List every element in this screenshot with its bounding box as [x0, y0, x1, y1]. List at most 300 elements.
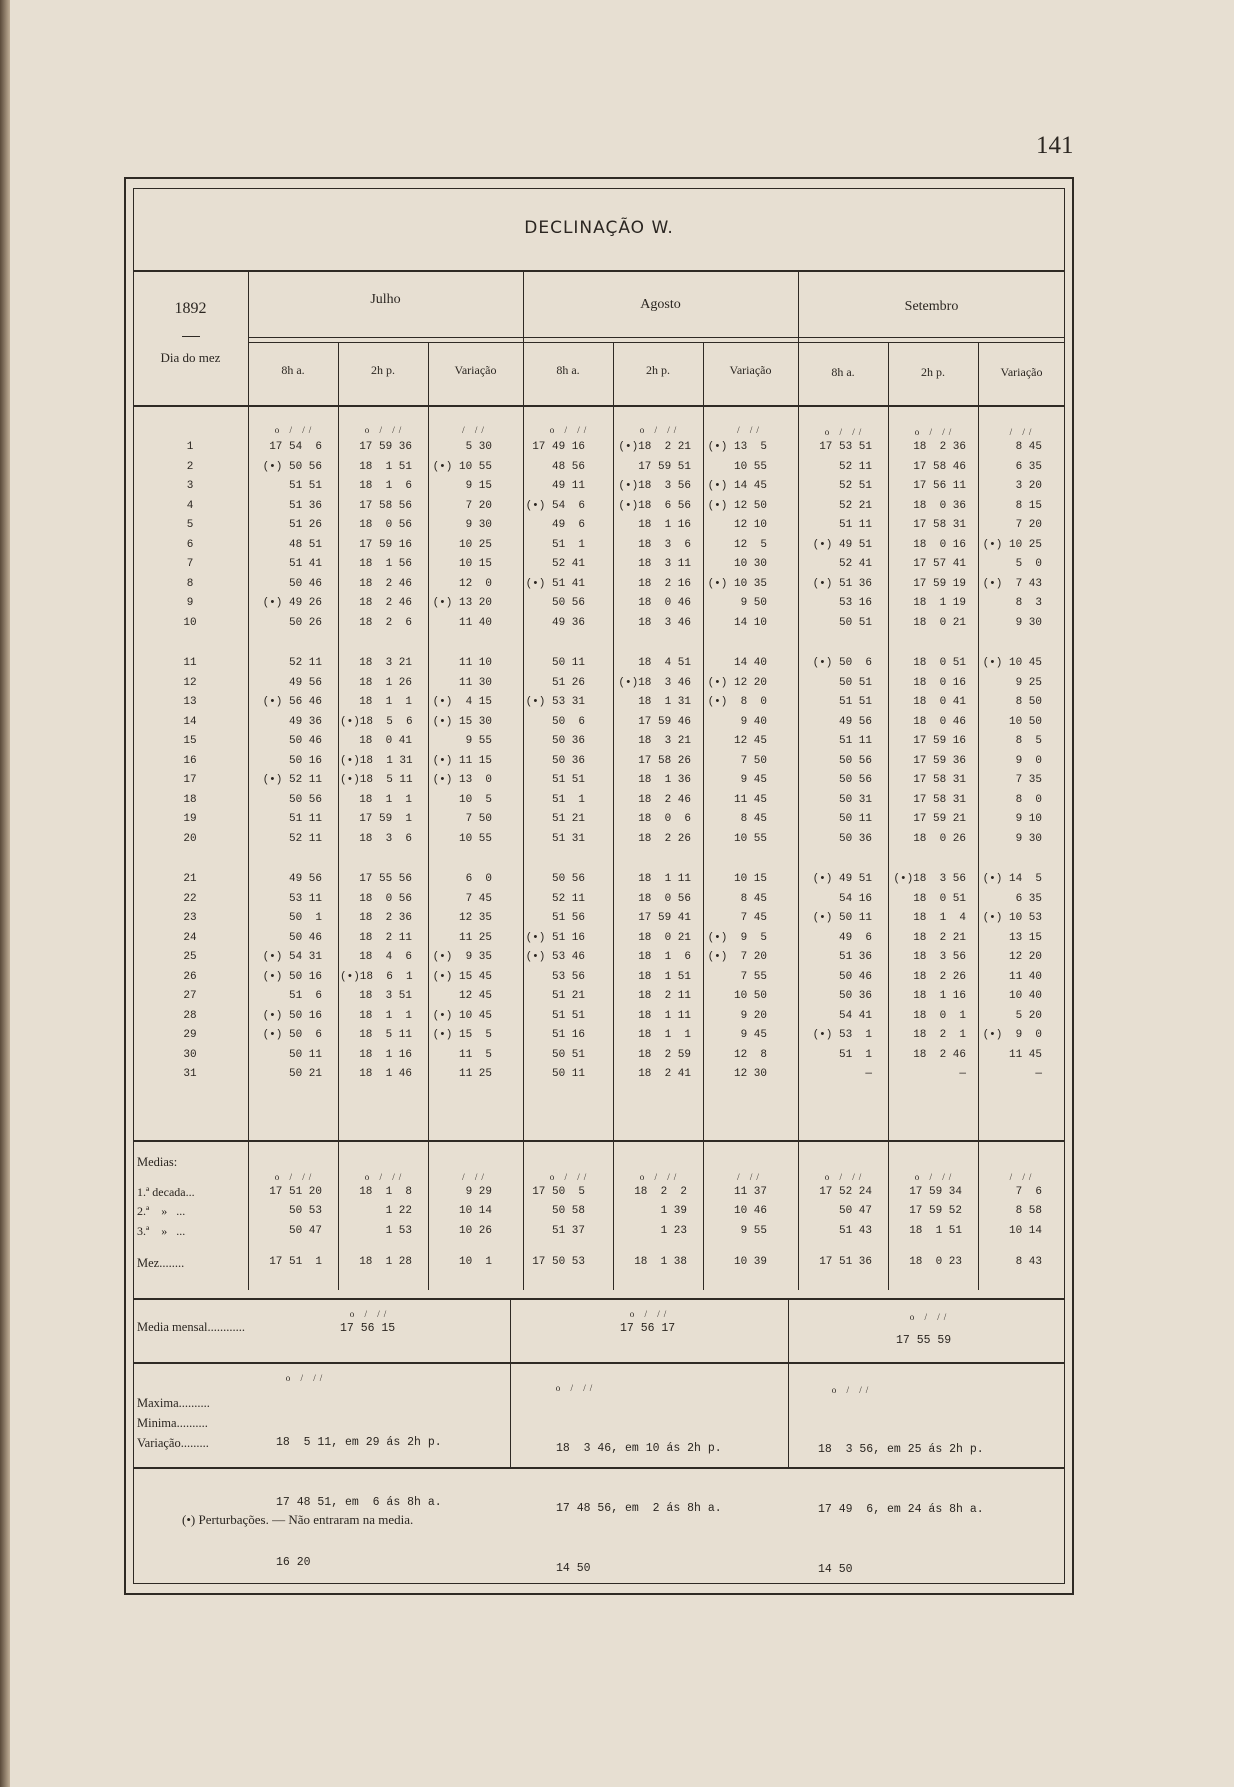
table-cell: 18 1 51 — [638, 970, 691, 983]
table-cell: 5 20 — [1015, 1009, 1042, 1022]
table-cell: 53 11 — [288, 892, 322, 905]
table-cell: 14 — [183, 715, 197, 728]
table-cell: 12 45 — [458, 990, 492, 1002]
table-cell: 12 30 — [733, 1068, 767, 1080]
table-cell: 18 1 1 — [359, 793, 412, 806]
table-cell: 12 20 — [1008, 951, 1042, 963]
table-cell: 18 0 26 — [913, 832, 966, 845]
unit-mark: o / // — [914, 427, 956, 437]
sub-var: Variação — [729, 363, 772, 377]
table-cell: 51 1 — [551, 538, 585, 551]
table-cell: 17 59 36 — [359, 441, 412, 453]
table-cell: 50 31 — [838, 793, 872, 806]
unit-mark: o / // — [914, 1172, 956, 1182]
table-cell: 51 51 — [288, 480, 322, 492]
table-cell: 10 30 — [733, 558, 767, 570]
table-cell: 18 2 6 — [359, 616, 412, 629]
mez-setembro-var: 8 43 — [1015, 1256, 1042, 1268]
table-cell: 18 0 51 — [913, 657, 966, 669]
table-cell: 48 56 — [551, 460, 585, 473]
table-cell: 18 5 11 — [359, 1029, 412, 1041]
table-cell: 18 3 6 — [638, 538, 691, 551]
table-cell: (•) 12 50 — [707, 499, 767, 512]
table-cell: 50 56 — [288, 793, 322, 806]
medias-cell: 50 53 — [288, 1205, 322, 1218]
unit-mark: o / // — [274, 1172, 316, 1182]
table-cell: 18 0 41 — [913, 696, 966, 708]
unit-mark: o / // — [285, 1373, 327, 1383]
sub-8a: 8h a. — [831, 365, 855, 379]
table-cell: 18 3 56 — [913, 951, 966, 963]
table-cell: 30 — [183, 1048, 197, 1061]
table-cell: 17 58 31 — [913, 519, 966, 531]
table-cell: 9 45 — [740, 1029, 767, 1041]
table-cell: 9 55 — [465, 735, 492, 747]
table-cell: 25 — [183, 951, 197, 963]
mez-julho-8a: 17 51 1 — [269, 1256, 322, 1268]
mensal-rule — [133, 1298, 1065, 1300]
table-cell: (•)18 3 46 — [618, 676, 691, 689]
table-cell: 5 0 — [1015, 558, 1042, 570]
table-cell: 18 0 6 — [638, 813, 691, 825]
table-cell: 7 45 — [740, 912, 767, 924]
table-cell: 8 5 — [1015, 735, 1042, 747]
table-cell: 2 — [186, 460, 194, 473]
table-cell: 12 — [183, 676, 197, 689]
table-cell: 18 1 11 — [638, 1009, 691, 1022]
table-cell: (•)18 6 1 — [340, 970, 413, 983]
table-cell: 18 0 51 — [913, 892, 966, 905]
table-cell: (•) 50 11 — [812, 912, 872, 924]
table-cell: (•) 50 6 — [812, 657, 872, 669]
table-cell: 18 1 1 — [638, 1029, 691, 1041]
table-cell: 8 0 — [1015, 793, 1042, 806]
footnote: (•) Perturbações. — Não entraram na media. — [182, 1512, 414, 1527]
table-cell: (•) 11 15 — [432, 754, 492, 767]
table-cell: (•) 8 0 — [707, 696, 767, 708]
sub-2p: 2h p. — [646, 363, 670, 377]
header-rule — [133, 270, 1065, 272]
media-mensal-agosto: 17 56 17 — [620, 1322, 676, 1335]
mez-setembro-8a: 17 51 36 — [819, 1256, 872, 1268]
medias-cell: 10 14 — [1008, 1224, 1042, 1237]
table-cell: 21 — [183, 873, 197, 885]
table-cell: 17 59 41 — [638, 912, 691, 924]
unit-mark: / // — [1009, 427, 1036, 437]
table-cell: 9 30 — [1015, 616, 1042, 629]
table-cell: 18 0 56 — [359, 519, 412, 531]
month-setembro: Setembro — [904, 299, 959, 314]
table-cell: 52 41 — [551, 558, 585, 570]
table-cell: (•) 49 51 — [812, 873, 872, 885]
medias-cell: 9 29 — [465, 1186, 492, 1198]
unit-mark: o / // — [639, 1172, 681, 1182]
unit-mark: o / // — [909, 1312, 951, 1322]
table-cell: (•) 9 5 — [707, 931, 767, 944]
table-cell: 50 11 — [551, 1068, 585, 1080]
table-cell: (•) 14 5 — [982, 873, 1042, 885]
book-binding-edge — [0, 0, 10, 1787]
table-cell: 17 54 6 — [269, 441, 322, 453]
table-cell: 17 49 16 — [532, 441, 585, 453]
table-cell: 17 58 31 — [913, 793, 966, 806]
table-cell: 17 55 56 — [359, 873, 412, 885]
table-cell: 18 0 16 — [913, 538, 966, 551]
mez-julho-2p: 18 1 28 — [359, 1256, 412, 1268]
table-cell: 15 — [183, 735, 197, 747]
table-cell: 50 36 — [551, 754, 585, 767]
table-cell: 6 35 — [1015, 892, 1042, 905]
medias-cell: 10 46 — [733, 1205, 767, 1218]
table-cell: 18 2 26 — [638, 832, 691, 845]
table-cell: 18 1 4 — [913, 912, 966, 924]
table-cell: 13 15 — [1008, 931, 1042, 944]
medias-cell: 2.ª » ... — [137, 1204, 186, 1219]
medias-cell: 1 39 — [660, 1205, 687, 1218]
table-cell: 18 2 46 — [638, 793, 691, 806]
medias-julho-2p — [340, 1183, 412, 1241]
table-cell: (•) 10 25 — [982, 538, 1042, 551]
table-cell: (•) 51 16 — [525, 931, 585, 944]
mez-julho-var: 10 1 — [458, 1256, 492, 1268]
medias-setembro-var — [980, 1183, 1042, 1241]
table-cell: 54 16 — [838, 892, 872, 905]
table-cell: 51 21 — [551, 990, 585, 1002]
table-cell: 12 8 — [733, 1048, 767, 1061]
medias-cell: 51 43 — [838, 1224, 872, 1237]
month-rule-double — [248, 342, 1065, 343]
col-divider — [613, 342, 614, 1290]
table-cell: (•) 13 20 — [432, 597, 492, 609]
table-cell: 17 58 56 — [359, 499, 412, 512]
unit-mark: / // — [462, 425, 488, 435]
table-cell: 18 2 1 — [913, 1029, 966, 1041]
table-cell: 10 15 — [458, 558, 492, 570]
table-cell: 50 46 — [288, 735, 322, 747]
table-cell: 8 45 — [740, 892, 767, 905]
julho-divider — [523, 270, 524, 1290]
table-cell: 50 46 — [288, 931, 322, 944]
table-cell: 5 30 — [465, 441, 492, 453]
table-cell: 17 59 36 — [913, 754, 966, 767]
table-cell: (•) 14 45 — [707, 480, 767, 492]
sub-2p: 2h p. — [371, 363, 395, 377]
sub-8a: 8h a. — [556, 363, 580, 377]
table-cell: 17 59 19 — [913, 577, 966, 590]
mez-agosto-8a: 17 50 53 — [532, 1256, 585, 1268]
table-cell: 17 59 46 — [638, 715, 691, 728]
unit-mark: o / // — [555, 1383, 597, 1393]
table-cell: 11 40 — [1008, 970, 1042, 983]
table-cell: 9 0 — [1015, 754, 1042, 767]
medias-cell: 3.ª » ... — [137, 1223, 186, 1238]
table-cell: 11 25 — [458, 1068, 492, 1080]
table-cell: 18 2 16 — [638, 577, 691, 590]
table-cell: (•) 54 6 — [525, 499, 585, 512]
medias-cell: 18 2 2 — [634, 1186, 687, 1198]
table-cell: 17 53 51 — [819, 441, 872, 453]
extremos-agosto: 18 3 46, em 10 ás 2h p. 17 48 56, em 2 ás 8h a. 14 50 — [556, 1442, 722, 1575]
table-cell: 51 11 — [288, 813, 322, 825]
table-cell: (•) 50 16 — [262, 970, 322, 983]
table-cell: 54 41 — [838, 1009, 872, 1022]
table-cell: 51 36 — [288, 499, 322, 512]
medias-cell: 18 1 8 — [359, 1186, 412, 1198]
table-cell: 10 25 — [458, 538, 492, 551]
table-cell: 17 59 16 — [359, 538, 412, 551]
table-cell: 49 36 — [551, 616, 585, 629]
table-cell: 51 26 — [288, 519, 322, 531]
table-cell: 24 — [183, 931, 197, 944]
footnote-rule — [133, 1467, 1065, 1469]
table-cell: 18 1 51 — [359, 460, 412, 473]
medias-setembro-8a — [800, 1183, 872, 1241]
table-cell: 50 11 — [551, 657, 585, 669]
table-cell: 50 56 — [838, 754, 872, 767]
unit-mark: o / // — [274, 425, 316, 435]
table-cell: 11 10 — [458, 657, 492, 669]
table-cell: 9 15 — [465, 480, 492, 492]
table-cell: (•) 50 16 — [262, 1009, 322, 1022]
unit-mark: / // — [737, 1172, 763, 1182]
table-cell: 9 25 — [1015, 676, 1042, 689]
col-divider — [428, 342, 429, 1290]
table-cell: 52 11 — [288, 657, 322, 669]
table-cell: 9 10 — [1015, 813, 1042, 825]
table-cell: 18 2 59 — [638, 1048, 691, 1061]
table-cell: 50 36 — [551, 735, 585, 747]
table-cell: 50 56 — [838, 774, 872, 786]
sub-8a: 8h a. — [281, 363, 305, 377]
table-cell: 18 1 11 — [638, 873, 691, 885]
table-cell: 6 35 — [1015, 460, 1042, 473]
table-cell: 31 — [183, 1068, 197, 1080]
table-cell: 10 50 — [1008, 715, 1042, 728]
table-cell: 12 45 — [733, 735, 767, 747]
table-cell: (•) 56 46 — [262, 696, 322, 708]
table-cell: 50 16 — [288, 754, 322, 767]
unit-mark: o / // — [824, 427, 866, 437]
table-cell: 11 5 — [458, 1048, 492, 1061]
table-cell: 17 58 26 — [638, 754, 691, 767]
table-cell: (•) 4 15 — [432, 696, 492, 708]
table-cell: (•) 15 45 — [432, 970, 492, 983]
table-cell: (•) 13 5 — [707, 441, 767, 453]
medias-agosto-var — [705, 1183, 767, 1241]
table-cell: 18 3 21 — [638, 735, 691, 747]
medias-cell: 17 59 34 — [909, 1186, 962, 1198]
table-cell: (•) 10 55 — [432, 460, 492, 473]
table-cell: 9 30 — [1015, 832, 1042, 845]
table-cell: 7 45 — [465, 892, 492, 905]
unit-mark: o / // — [629, 1309, 671, 1319]
table-cell: — — [1035, 1068, 1042, 1080]
table-cell: 52 51 — [838, 480, 872, 492]
medias-cell: 11 37 — [733, 1186, 767, 1198]
table-cell: 18 1 26 — [359, 676, 412, 689]
table-cell: 18 1 1 — [359, 696, 412, 708]
table-cell: 11 — [183, 657, 197, 669]
table-cell: 18 1 16 — [913, 990, 966, 1002]
table-cell: 13 — [183, 696, 197, 708]
table-cell: 18 2 36 — [359, 912, 412, 924]
year-dash — [182, 336, 200, 337]
table-cell: (•) 50 6 — [262, 1029, 322, 1041]
medias-setembro-2p — [890, 1183, 962, 1241]
table-cell: 18 2 46 — [359, 577, 412, 590]
month-agosto: Agosto — [640, 297, 681, 312]
table-cell: 4 — [186, 499, 194, 512]
medias-julho-var — [430, 1183, 492, 1241]
table-cell: 12 5 — [733, 538, 767, 551]
unit-mark: o / // — [824, 1172, 866, 1182]
unit-mark: / // — [1009, 1172, 1036, 1182]
table-cell: 49 56 — [288, 676, 322, 689]
unit-mark: o / // — [549, 425, 591, 435]
table-cell: 10 40 — [1008, 990, 1042, 1002]
table-cell: 18 1 36 — [638, 774, 691, 786]
table-cell: 18 0 46 — [638, 597, 691, 609]
medias-cell: 17 51 20 — [269, 1186, 322, 1198]
table-cell: 17 59 16 — [913, 735, 966, 747]
medias-cell: 18 1 51 — [909, 1224, 962, 1237]
medias-cell: 1 22 — [385, 1205, 412, 1218]
table-cell: 51 26 — [551, 676, 585, 689]
table-cell: (•) 12 20 — [707, 676, 767, 689]
table-cell: 53 16 — [838, 597, 872, 609]
table-cell: 10 15 — [733, 873, 767, 885]
page-number: 141 — [1036, 132, 1074, 159]
month-julho: Julho — [370, 292, 401, 307]
table-cell: 52 11 — [551, 892, 585, 905]
table-cell: 7 20 — [465, 499, 492, 512]
medias-cell: 51 37 — [551, 1224, 585, 1237]
table-cell: 12 0 — [458, 577, 492, 590]
table-cell: 49 11 — [551, 480, 585, 492]
table-cell: 18 4 6 — [359, 951, 412, 963]
table-cell: 10 50 — [733, 990, 767, 1002]
table-cell: 50 36 — [838, 990, 872, 1002]
table-cell: 18 1 56 — [359, 558, 412, 570]
table-cell: 9 20 — [740, 1009, 767, 1022]
table-cell: 9 — [186, 597, 194, 609]
table-cell: (•) 53 46 — [525, 951, 585, 963]
table-cell: 11 30 — [458, 676, 492, 689]
table-cell: (•)18 3 56 — [618, 480, 691, 492]
table-cell: 51 36 — [838, 951, 872, 963]
table-cell: 18 0 36 — [913, 499, 966, 512]
table-cell: (•) 7 43 — [982, 577, 1042, 590]
table-cell: 18 0 16 — [913, 676, 966, 689]
table-cell: 50 51 — [551, 1048, 585, 1061]
table-cell: 18 1 6 — [359, 480, 412, 492]
table-cell: 8 — [186, 577, 194, 590]
table-cell: 3 20 — [1015, 480, 1042, 492]
table-cell: 29 — [183, 1029, 197, 1041]
table-cell: 50 36 — [838, 832, 872, 845]
table-cell: 12 35 — [458, 912, 492, 924]
table-cell: (•)18 3 56 — [893, 873, 966, 885]
table-cell: 18 3 46 — [638, 616, 691, 629]
table-cell: 50 11 — [288, 1048, 322, 1061]
table-cell: 11 25 — [458, 931, 492, 944]
table-cell: 50 21 — [288, 1068, 322, 1080]
year-label: 1892 — [174, 300, 207, 317]
table-cell: 10 5 — [458, 793, 492, 806]
table-cell: 16 — [183, 754, 197, 767]
media-mensal-julho: 17 56 15 — [340, 1322, 396, 1335]
extremos-setembro: 18 3 56, em 25 ás 2h p. 17 49 6, em 24 ás 8h a. 14 50 — [818, 1443, 984, 1576]
table-cell: (•) 49 51 — [812, 538, 872, 551]
table-cell: 51 16 — [551, 1029, 585, 1041]
table-cell: 10 55 — [733, 832, 767, 845]
table-cell: 52 11 — [288, 832, 322, 845]
table-cell: 51 31 — [551, 832, 585, 845]
table-cell: 18 2 11 — [359, 931, 412, 944]
col-divider — [703, 342, 704, 1290]
table-cell: 50 26 — [288, 616, 322, 629]
table-cell: 18 2 26 — [913, 970, 966, 983]
table-cell: 18 3 6 — [359, 832, 412, 845]
medias-cell: 8 58 — [1015, 1205, 1042, 1218]
table-cell: 51 51 — [551, 774, 585, 786]
table-cell: 18 0 1 — [913, 1009, 966, 1022]
table-cell: 17 56 11 — [913, 480, 966, 492]
media-mensal-label: Media mensal............ — [137, 1320, 245, 1334]
table-cell: 18 2 41 — [638, 1068, 691, 1080]
medias-cell: 7 6 — [1015, 1186, 1042, 1198]
table-cell: 50 56 — [551, 873, 585, 885]
medias-cell: 50 47 — [838, 1205, 872, 1218]
table-cell: 14 40 — [733, 657, 767, 669]
table-cell: 12 10 — [733, 519, 767, 531]
table-cell: 51 51 — [838, 696, 872, 708]
table-cell: 26 — [183, 970, 197, 983]
table-cell: 49 36 — [288, 715, 322, 728]
table-cell: 7 50 — [465, 813, 492, 825]
table-cell: 17 58 31 — [913, 774, 966, 786]
table-cell: 18 2 11 — [638, 990, 691, 1002]
table-cell: 52 11 — [838, 460, 872, 473]
table-cell: 51 21 — [551, 813, 585, 825]
mez-agosto-2p: 18 1 38 — [634, 1256, 687, 1268]
table-cell: 18 — [183, 793, 197, 806]
table-cell: 51 11 — [838, 735, 872, 747]
table-cell: (•) 15 30 — [432, 715, 492, 728]
mez-label: Mez........ — [137, 1256, 185, 1270]
table-cell: (•) 50 56 — [262, 460, 322, 473]
table-cell: 18 1 1 — [359, 1009, 412, 1022]
table-cell: 10 55 — [733, 460, 767, 473]
table-cell: 22 — [183, 892, 197, 905]
unit-mark: o / // — [831, 1385, 873, 1395]
medias-cell: 17 59 52 — [909, 1205, 962, 1218]
table-cell: 50 46 — [288, 577, 322, 590]
mez-setembro-2p: 18 0 23 — [909, 1256, 962, 1268]
table-cell: 17 58 46 — [913, 460, 966, 473]
col-divider — [888, 342, 889, 1290]
table-cell: (•)18 1 31 — [340, 754, 413, 767]
medias-cell: 1 53 — [385, 1224, 412, 1237]
table-cell: 7 — [186, 558, 194, 570]
table-cell: 17 59 21 — [913, 813, 966, 825]
table-cell: 18 2 46 — [913, 1048, 966, 1061]
mensal-divider — [510, 1298, 511, 1468]
table-cell: 51 41 — [288, 558, 322, 570]
table-cell: 18 0 21 — [913, 616, 966, 629]
table-cell: 10 — [183, 616, 197, 629]
table-cell: 10 55 — [458, 832, 492, 845]
